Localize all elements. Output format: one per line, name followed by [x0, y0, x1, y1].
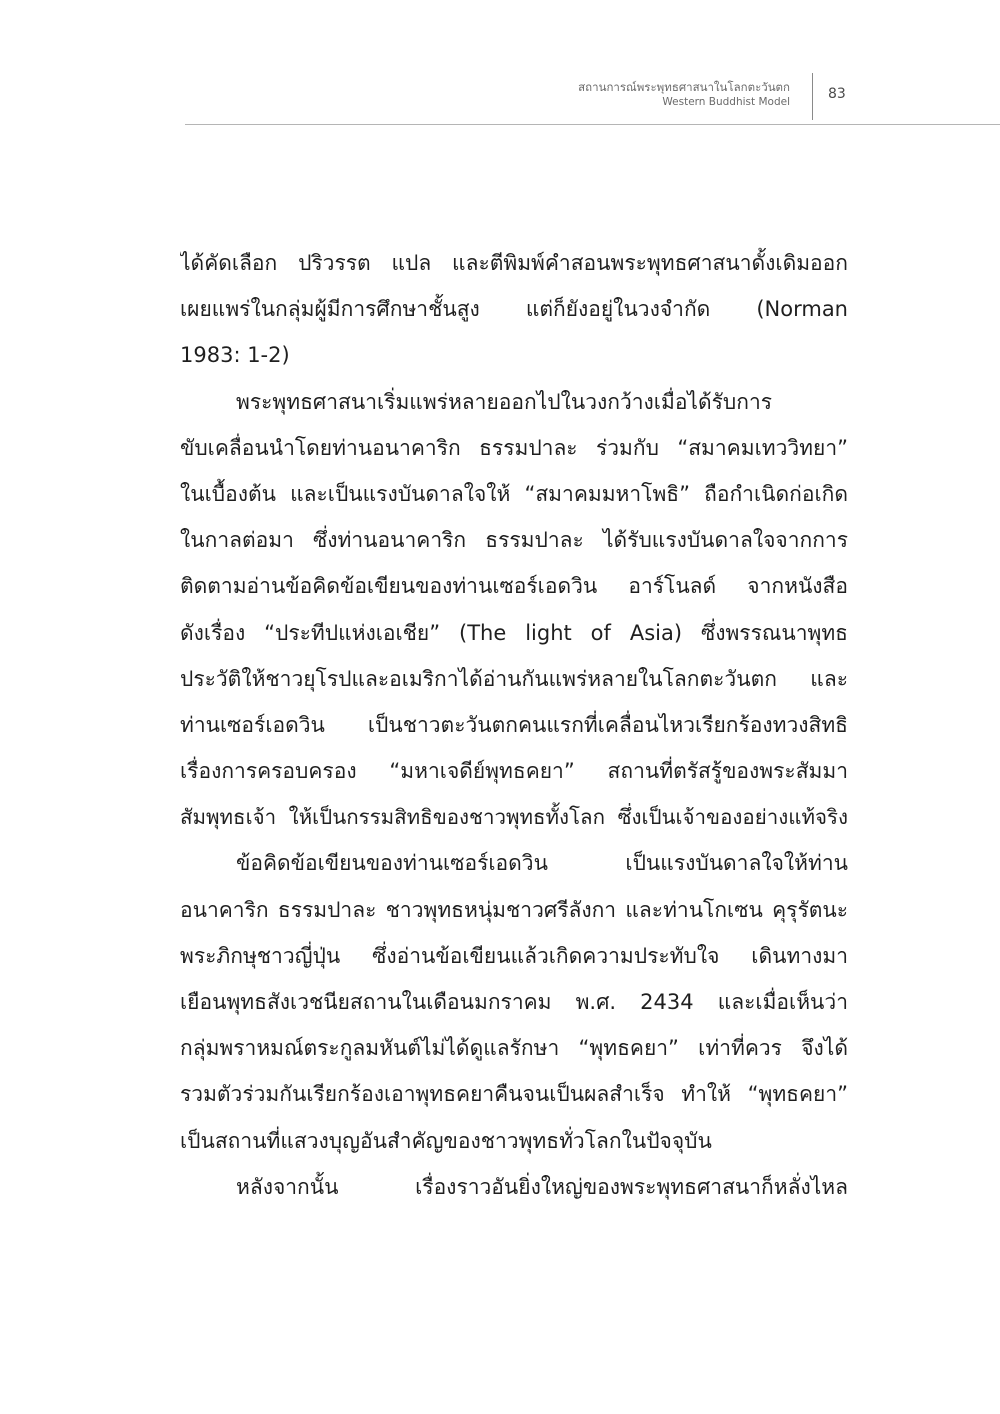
text-line: เยือนพุทธสังเวชนียสถานในเดือนมกราคม พ.ศ. 2434 และเมื่อเห็นว่า: [180, 990, 848, 1014]
header-divider: [812, 73, 813, 120]
text-line: สัมพุทธเจ้า ให้เป็นกรรมสิทธิของชาวพุทธทั้งโลก ซึ่งเป็นเจ้าของอย่างแท้จริง: [180, 805, 848, 830]
text-line: พระพุทธศาสนาเริ่มแพร่หลายออกไปในวงกว้างเมื่อได้รับการ: [236, 389, 773, 414]
text-line: ติดตามอ่านข้อคิดข้อเขียนของท่านเซอร์เอดวิน อาร์โนลด์ จากหนังสือ: [180, 574, 848, 599]
text-line: เรื่องการครอบครอง “มหาเจดีย์พุทธคยา” สถานที่ตรัสรู้ของพระสัมมา: [180, 759, 848, 784]
text-line: รวมตัวร่วมกันเรียกร้องเอาพุทธคยาคืนจนเป็นผลสำเร็จ ทำให้ “พุทธคยา”: [180, 1082, 848, 1107]
header-rule: [185, 124, 1000, 125]
text-line: เป็นสถานที่แสวงบุญอันสำคัญของชาวพุทธทั่วโลกในปัจจุบัน: [180, 1128, 712, 1153]
text-line: 1983: 1-2): [180, 343, 290, 368]
text-line: หลังจากนั้น เรื่องราวอันยิ่งใหญ่ของพระพุทธศาสนาก็หลั่งไหล: [236, 1174, 848, 1199]
text-line: ข้อคิดข้อเขียนของท่านเซอร์เอดวิน เป็นแรงบันดาลใจให้ท่าน: [236, 851, 848, 876]
text-line: ประวัติให้ชาวยุโรปและอเมริกาได้อ่านกันแพร่หลายในโลกตะวันตก และ: [180, 666, 848, 691]
text-line: พระภิกษุชาวญี่ปุ่น ซึ่งอ่านข้อเขียนแล้วเกิดความประทับใจ เดินทางมา: [180, 943, 848, 968]
body-text: [180, 240, 848, 1210]
text-line: ท่านเซอร์เอดวิน เป็นชาวตะวันตกคนแรกที่เคลื่อนไหวเรียกร้องทวงสิทธิ: [180, 712, 848, 737]
text-line: ในกาลต่อมา ซึ่งท่านอนาคาริก ธรรมปาละ ได้รับแรงบันดาลใจจากการ: [180, 528, 848, 553]
running-header-title: สถานการณ์พระพุทธศาสนาในโลกตะวันตก: [578, 80, 790, 94]
text-line: เผยแพร่ในกลุ่มผู้มีการศึกษาชั้นสูง แต่ก็ยังอยู่ในวงจำกัด (Norman: [180, 297, 848, 322]
page-header: [0, 0, 1000, 130]
running-header: [578, 80, 790, 109]
text-line: ได้คัดเลือก ปริวรรต แปล และตีพิมพ์คำสอนพระพุทธศาสนาดั้งเดิมออก: [180, 251, 848, 275]
text-line: ในเบื้องต้น และเป็นแรงบันดาลใจให้ “สมาคมมหาโพธิ” ถือกำเนิดก่อเกิด: [180, 481, 848, 506]
text-line: ขับเคลื่อนนำโดยท่านอนาคาริก ธรรมปาละ ร่วมกับ “สมาคมเทววิทยา”: [180, 435, 848, 460]
running-header-subtitle: Western Buddhist Model: [662, 96, 790, 108]
page-number: 83: [828, 86, 846, 102]
text-line: อนาคาริก ธรรมปาละ ชาวพุทธหนุ่มชาวศรีลังกา และท่านโกเซน คุรุรัตนะ: [180, 897, 848, 922]
text-line: กลุ่มพราหมณ์ตระกูลมหันต์ไม่ได้ดูแลรักษา “พุทธคยา” เท่าที่ควร จึงได้: [180, 1036, 848, 1061]
text-line: ดังเรื่อง “ประทีปแห่งเอเชีย” (The light of Asia) ซึ่งพรรณนาพุทธ: [180, 620, 848, 645]
